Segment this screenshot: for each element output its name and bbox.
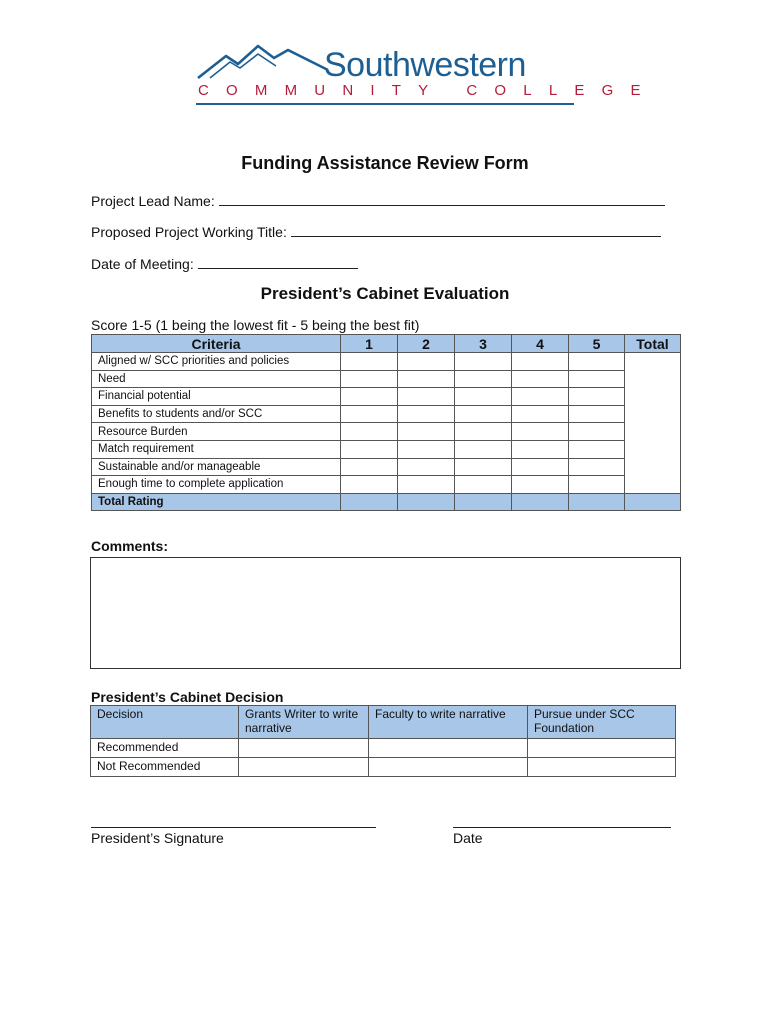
criteria-label: Match requirement bbox=[92, 440, 341, 458]
table-row bbox=[92, 476, 681, 494]
score-cell[interactable] bbox=[512, 388, 569, 406]
score-cell[interactable] bbox=[398, 458, 455, 476]
total-score-cell[interactable] bbox=[455, 493, 512, 511]
decision-cell[interactable] bbox=[239, 758, 369, 777]
score-cell[interactable] bbox=[569, 458, 625, 476]
table-row bbox=[91, 758, 676, 777]
decision-cell[interactable] bbox=[369, 758, 528, 777]
college-logo bbox=[196, 40, 658, 108]
score-cell[interactable] bbox=[341, 440, 398, 458]
score-cell[interactable] bbox=[398, 440, 455, 458]
table-row bbox=[92, 388, 681, 406]
score-cell[interactable] bbox=[341, 476, 398, 494]
criteria-label: Need bbox=[92, 370, 341, 388]
total-score-cell[interactable] bbox=[398, 493, 455, 511]
form-title: Funding Assistance Review Form bbox=[241, 153, 529, 173]
decision-col-foundation: Pursue under SCC Foundation bbox=[528, 706, 676, 739]
decision-col-grants-writer: Grants Writer to write narrative bbox=[239, 706, 369, 739]
score-cell[interactable] bbox=[341, 405, 398, 423]
col-score-2: 2 bbox=[398, 335, 455, 353]
total-score-cell[interactable] bbox=[341, 493, 398, 511]
col-score-5: 5 bbox=[569, 335, 625, 353]
score-cell[interactable] bbox=[455, 405, 512, 423]
criteria-label: Financial potential bbox=[92, 388, 341, 406]
score-cell[interactable] bbox=[455, 370, 512, 388]
evaluation-table bbox=[91, 334, 681, 511]
score-cell[interactable] bbox=[455, 423, 512, 441]
table-row bbox=[91, 739, 676, 758]
decision-cell[interactable] bbox=[528, 758, 676, 777]
logo-wordmark: Southwestern bbox=[324, 46, 526, 84]
decision-cell[interactable] bbox=[528, 739, 676, 758]
col-criteria: Criteria bbox=[92, 335, 341, 353]
score-cell[interactable] bbox=[512, 353, 569, 371]
score-cell[interactable] bbox=[512, 458, 569, 476]
score-cell[interactable] bbox=[398, 370, 455, 388]
score-cell[interactable] bbox=[455, 440, 512, 458]
project-lead-line[interactable] bbox=[219, 191, 665, 206]
col-score-1: 1 bbox=[341, 335, 398, 353]
table-row bbox=[92, 458, 681, 476]
table-row bbox=[92, 353, 681, 371]
col-score-3: 3 bbox=[455, 335, 512, 353]
score-cell[interactable] bbox=[512, 423, 569, 441]
decision-cell[interactable] bbox=[239, 739, 369, 758]
score-cell[interactable] bbox=[341, 353, 398, 371]
score-cell[interactable] bbox=[455, 353, 512, 371]
score-cell[interactable] bbox=[569, 388, 625, 406]
score-cell[interactable] bbox=[341, 370, 398, 388]
decision-col-faculty: Faculty to write narrative bbox=[369, 706, 528, 739]
col-score-4: 4 bbox=[512, 335, 569, 353]
score-cell[interactable] bbox=[341, 423, 398, 441]
decision-row-label: Recommended bbox=[91, 739, 239, 758]
score-cell[interactable] bbox=[341, 458, 398, 476]
total-rating-label: Total Rating bbox=[92, 493, 341, 511]
evaluation-header-row bbox=[92, 335, 681, 353]
criteria-label: Benefits to students and/or SCC bbox=[92, 405, 341, 423]
table-row bbox=[92, 423, 681, 441]
score-cell[interactable] bbox=[569, 423, 625, 441]
decision-header-row bbox=[91, 706, 676, 739]
score-cell[interactable] bbox=[455, 388, 512, 406]
score-cell[interactable] bbox=[569, 353, 625, 371]
criteria-label: Resource Burden bbox=[92, 423, 341, 441]
table-row bbox=[92, 370, 681, 388]
decision-col-decision: Decision bbox=[91, 706, 239, 739]
score-cell[interactable] bbox=[512, 440, 569, 458]
evaluation-heading: President’s Cabinet Evaluation bbox=[260, 284, 510, 303]
project-lead-field[interactable] bbox=[91, 191, 665, 209]
score-cell[interactable] bbox=[569, 405, 625, 423]
score-cell[interactable] bbox=[512, 405, 569, 423]
total-cell[interactable] bbox=[625, 353, 681, 494]
total-rating-row bbox=[92, 493, 681, 511]
working-title-field[interactable] bbox=[91, 222, 661, 240]
table-row bbox=[92, 440, 681, 458]
score-cell[interactable] bbox=[398, 423, 455, 441]
score-cell[interactable] bbox=[569, 440, 625, 458]
total-score-cell[interactable] bbox=[625, 493, 681, 511]
date-line[interactable] bbox=[453, 827, 671, 828]
criteria-label: Sustainable and/or manageable bbox=[92, 458, 341, 476]
total-score-cell[interactable] bbox=[512, 493, 569, 511]
working-title-label: Proposed Project Working Title: bbox=[91, 224, 287, 240]
score-cell[interactable] bbox=[569, 476, 625, 494]
score-cell[interactable] bbox=[398, 353, 455, 371]
decision-table bbox=[90, 705, 676, 777]
logo-rule bbox=[196, 103, 574, 105]
president-signature-line[interactable] bbox=[91, 827, 376, 828]
score-cell[interactable] bbox=[569, 370, 625, 388]
project-lead-label: Project Lead Name: bbox=[91, 193, 215, 209]
logo-subtitle: COMMUNITY COLLEGE bbox=[198, 82, 658, 99]
criteria-label: Aligned w/ SCC priorities and policies bbox=[92, 353, 341, 371]
col-total: Total bbox=[625, 335, 681, 353]
decision-heading: President’s Cabinet Decision bbox=[91, 689, 284, 705]
score-cell[interactable] bbox=[512, 370, 569, 388]
score-cell[interactable] bbox=[341, 388, 398, 406]
score-cell[interactable] bbox=[398, 405, 455, 423]
meeting-date-field[interactable] bbox=[91, 254, 358, 272]
comments-label: Comments: bbox=[91, 538, 169, 554]
comments-box[interactable] bbox=[90, 557, 681, 669]
decision-cell[interactable] bbox=[369, 739, 528, 758]
score-cell[interactable] bbox=[398, 388, 455, 406]
table-row bbox=[92, 405, 681, 423]
decision-row-label: Not Recommended bbox=[91, 758, 239, 777]
score-cell[interactable] bbox=[455, 458, 512, 476]
score-cell[interactable] bbox=[455, 476, 512, 494]
mountain-icon bbox=[196, 40, 336, 82]
score-note: Score 1-5 (1 being the lowest fit - 5 being the best fit) bbox=[91, 317, 420, 333]
score-cell[interactable] bbox=[512, 476, 569, 494]
score-cell[interactable] bbox=[398, 476, 455, 494]
meeting-date-label: Date of Meeting: bbox=[91, 256, 194, 272]
working-title-line[interactable] bbox=[291, 222, 661, 237]
meeting-date-line[interactable] bbox=[198, 254, 358, 269]
president-signature-label: President’s Signature bbox=[91, 830, 224, 846]
criteria-label: Enough time to complete application bbox=[92, 476, 341, 494]
total-score-cell[interactable] bbox=[569, 493, 625, 511]
date-label: Date bbox=[453, 830, 483, 846]
